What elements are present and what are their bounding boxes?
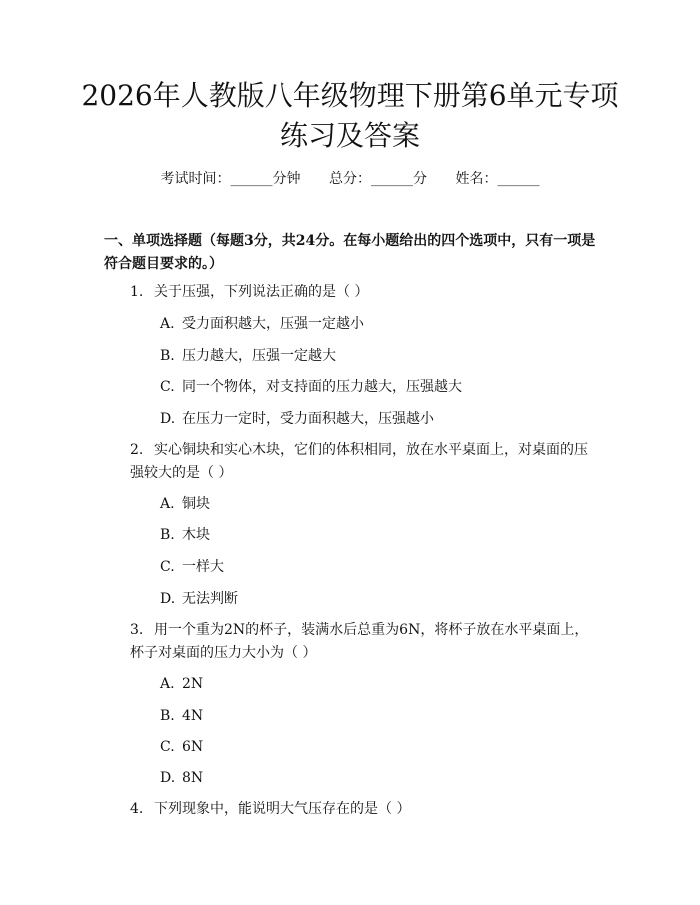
option-1a (160, 314, 364, 334)
option-letter: A. (160, 496, 175, 512)
option-letter: A. (160, 676, 175, 692)
exam-info (0, 168, 700, 188)
option-3d (160, 768, 203, 788)
question-text: 实心铜块和实心木块，它们的体积相同，放在水平桌面上，对桌面的压强较大的是（ ） (130, 442, 588, 481)
question-number: 2. (130, 442, 144, 458)
question-number: 1. (130, 284, 144, 300)
option-1b (160, 346, 336, 366)
option-text: 无法判断 (182, 591, 238, 607)
option-letter: B. (160, 348, 175, 364)
option-text: 一样大 (182, 559, 224, 575)
option-text: 在压力一定时，受力面积越大，压强越小 (182, 411, 434, 427)
option-text: 6N (182, 739, 204, 755)
option-letter: B. (160, 527, 175, 543)
question-number: 4. (130, 801, 144, 817)
question-3 (130, 619, 600, 665)
option-1c (160, 377, 462, 397)
option-2d (160, 589, 238, 609)
option-text: 同一个物体，对支持面的压力越大，压强越大 (182, 379, 462, 395)
title-line-2: 练习及答案 (279, 119, 420, 152)
option-2b (160, 525, 210, 545)
option-letter: A. (160, 316, 175, 332)
option-letter: D. (160, 411, 176, 427)
option-letter: D. (160, 770, 176, 786)
option-1d (160, 409, 434, 429)
option-text: 铜块 (182, 496, 210, 512)
option-text: 4N (182, 708, 204, 724)
option-3c (160, 737, 203, 757)
option-3a (160, 674, 203, 694)
exam-score: 总分：______分 (329, 171, 427, 187)
option-letter: C. (160, 739, 175, 755)
option-letter: D. (160, 591, 176, 607)
option-text: 木块 (182, 527, 210, 543)
option-3b (160, 706, 203, 726)
question-2 (130, 439, 600, 485)
option-2c (160, 557, 224, 577)
option-letter: B. (160, 708, 175, 724)
option-text: 受力面积越大，压强一定越小 (182, 316, 364, 332)
document-title (60, 76, 640, 156)
exam-time: 考试时间：______分钟 (160, 171, 301, 187)
question-text: 下列现象中，能说明大气压存在的是（ ） (154, 801, 411, 817)
option-text: 8N (182, 770, 204, 786)
option-letter: C. (160, 559, 175, 575)
title-line-1: 2026年人教版八年级物理下册第6单元专项 (81, 79, 619, 112)
exam-name: 姓名：______ (455, 171, 540, 187)
question-4 (130, 798, 600, 821)
option-2a (160, 494, 210, 514)
option-letter: C. (160, 379, 175, 395)
section-heading: 一、单项选择题（每题3分，共24分。在每小题给出的四个选项中，只有一项是符合题目要求的。） (104, 233, 596, 272)
question-text: 关于压强，下列说法正确的是（ ） (154, 284, 369, 300)
question-1 (130, 281, 600, 304)
question-number: 3. (130, 622, 144, 638)
question-text: 用一个重为2N的杯子，装满水后总重为6N，将杯子放在水平桌面上，杯子对桌面的压力大小为（ ） (130, 622, 589, 661)
option-text: 2N (182, 676, 204, 692)
option-text: 压力越大，压强一定越大 (182, 348, 336, 364)
